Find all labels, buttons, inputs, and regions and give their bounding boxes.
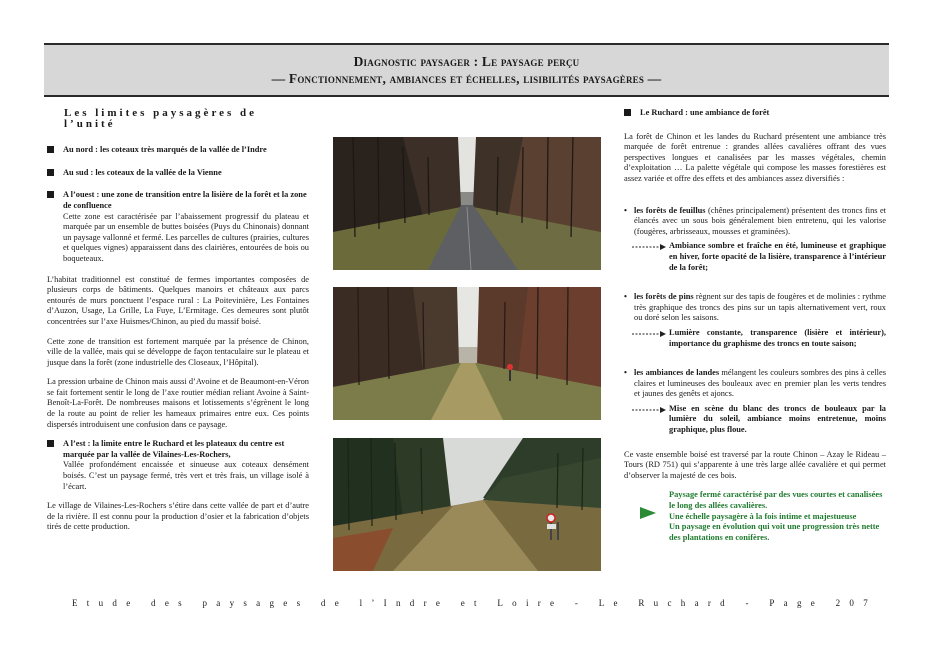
dot-bullet-icon: •	[624, 292, 627, 302]
paragraph-route: Ce vaste ensemble boisé est traversé par la route Chinon – Azay le Rideau – Tours (RD 751) qui s’apparente à une très large allée cavalière et qui permet d’observer la majesté de ces bois.	[624, 449, 886, 480]
arrow-text: Lumière constante, transparence (lisière et intérieur), importance du graphisme des troncs en toute saison;	[669, 327, 886, 348]
photo-forest-road	[333, 137, 601, 270]
header-subtitle: — Fonctionnement, ambiances et échelles, lisibilités paysagères —	[271, 71, 662, 86]
conclusion-box	[624, 490, 886, 543]
square-bullet-icon	[47, 146, 54, 153]
square-bullet-icon	[47, 169, 54, 176]
bullet-sud	[47, 168, 309, 179]
bullet-ouest	[47, 190, 309, 264]
arrow-landes	[624, 404, 886, 436]
arrow-text: Mise en scène du blanc des troncs de bouleaux par la lumière du soleil, ambiance moins entretenue, moins graphique, plus floue.	[669, 403, 886, 435]
page-header	[44, 43, 889, 97]
bullet-head: les ambiances de landes	[634, 368, 720, 378]
bullet-text: Cette zone est caractérisée par l’abaissement progressif du plateau et marquée par un ensemble de buttes boisées (Puys du Chinonais) donnant un paysage vallonné et fermé. Les parcelles de cultures (prairies, cultures et quelques vignes) apparaissent dans des clairières, entourées de bois ou boqueteaux.	[63, 211, 309, 263]
ruchard-title-text: Le Ruchard : une ambiance de forêt	[640, 108, 770, 117]
square-bullet-icon	[47, 191, 54, 198]
bullet-text: (chênes principalement) présentent des troncs fins et élancés avec un sous bois généralement bien entretenu, qui les valorise (fougères, arbrisseaux, mousses et graminées).	[634, 205, 887, 236]
dashed-arrow-icon	[632, 331, 666, 337]
bullet-text: Au sud : les coteaux de la vallée de la Vienne	[63, 167, 222, 177]
photo-grass-allee	[333, 287, 601, 420]
bullet-feuillus	[624, 206, 886, 238]
bullet-text: Au nord : les coteaux très marqués de la vallée de l’Indre	[63, 145, 267, 155]
paragraph-pression: La pression urbaine de Chinon mais aussi d’Avoine et de Beaumont-en-Véron se fait fortement sentir le long de l’axe routier médian reliant Avoine à Saint-Benoît-La-Forêt. De nombreuses maisons et lotissements s’égrènent le long de la route au point de relier les hameaux primaires entre eux. Ces points dispersés introduisent une confusion dans ce paysage.	[47, 377, 309, 429]
ruchard-title	[624, 108, 886, 119]
page-footer: Etude des paysages de l’Indre et Loire - Le Ruchard - Page 207	[72, 598, 878, 608]
green-arrow-icon	[640, 507, 656, 519]
square-bullet-icon	[47, 440, 54, 447]
conclusion-line: Un paysage en évolution qui voit une progression très nette des plantations en conifères.	[669, 522, 880, 542]
bullet-est	[47, 439, 309, 492]
right-column	[624, 108, 886, 543]
bullet-text: mélangent les couleurs sombres des pins à celles claires et lumineuses des bouleaux avec en premier plan les verts tendres et jaunes des genêts et ajoncs.	[634, 368, 886, 399]
bullet-pins	[624, 292, 886, 324]
square-bullet-icon	[624, 109, 631, 116]
dashed-arrow-icon	[632, 244, 666, 250]
photo-pine-path	[333, 438, 601, 571]
bullet-text: règnent sur des tapis de fougères et de molinies : rythme très graphique des troncs des pins sur un tapis alternativement vert, roux ou doré selon les saisons.	[634, 292, 886, 323]
conclusion-line: Une échelle paysagère à la fois intime et majestueuse	[669, 511, 857, 521]
bullet-title: A l’ouest : une zone de transition entre la lisière de la forêt et la zone de confluence	[63, 190, 307, 210]
conclusion-line: Paysage fermé caractérisé par des vues courtes et canalisées le long des allées cavalières.	[669, 490, 883, 511]
header-title: Diagnostic paysager : Le paysage perçu	[353, 54, 580, 69]
bullet-nord	[47, 145, 309, 156]
section-title: Les limites paysagères de l’unité	[64, 107, 258, 130]
dot-bullet-icon: •	[624, 368, 627, 378]
arrow-pins	[624, 328, 886, 349]
bullet-landes	[624, 368, 886, 400]
dot-bullet-icon: •	[624, 205, 627, 215]
ruchard-intro: La forêt de Chinon et les landes du Ruchard présentent une ambiance très marquée de forêt entrenue : grandes allées cavalières offrant des vues perspectives longues et canalisées par les masses végétales, chemin d’exploitation … La palette végétale qui compose les masses forestières est assez variée et offre des effets et des ambiances assez diversifiés :	[624, 131, 886, 183]
dashed-arrow-icon	[632, 407, 666, 413]
bullet-title: A l’est : la limite entre le Ruchard et les plateaux du centre est marquée par la vallée de Vilaines-Les-Rochers,	[63, 439, 285, 459]
paragraph-habitat: L’habitat traditionnel est constitué de fermes importantes composées de plusieurs corps de bâtiments. Quelques manoirs et châteaux aux parcs entourés de murs ponctuent l’espace rural : La Poitevinière, Les Fontaines d’Auzon, Usage, La Grille, La Fuye, L’Ermitage. Ces demeures sont plutôt concentrées sur l’axe Huismes/Chinon, au pied du massif boisé.	[47, 274, 309, 326]
bullet-head: les forêts de pins	[634, 292, 694, 302]
arrow-text: Ambiance sombre et fraîche en été, lumineuse et graphique en hiver, forte opacité de la lisière, transparence à l’intérieur de la forêt;	[669, 241, 886, 272]
paragraph-vilaines: Le village de Vilaines-Les-Rochers s’étire dans cette vallée de part et d’autre de la rivière. Il est connu pour la production d’osier et la fabrication d’objets tirés de cette production.	[47, 501, 309, 532]
left-column	[47, 108, 309, 542]
paragraph-chinon: Cette zone de transition est fortement marquée par la présence de Chinon, ville de la vallée, mais qui se développe de façon tentaculaire sur le plateau et jusque dans la forêt (zone industrielle des Closeaux, l’Hôpital).	[47, 336, 309, 367]
arrow-feuillus	[624, 241, 886, 273]
bullet-text: Vallée profondément encaissée et sinueuse aux coteaux densément boisés. C’est un paysage fermé, très vert et très frais, un village isolé à l’écart.	[63, 460, 309, 491]
bullet-head: les forêts de feuillus	[634, 205, 706, 215]
